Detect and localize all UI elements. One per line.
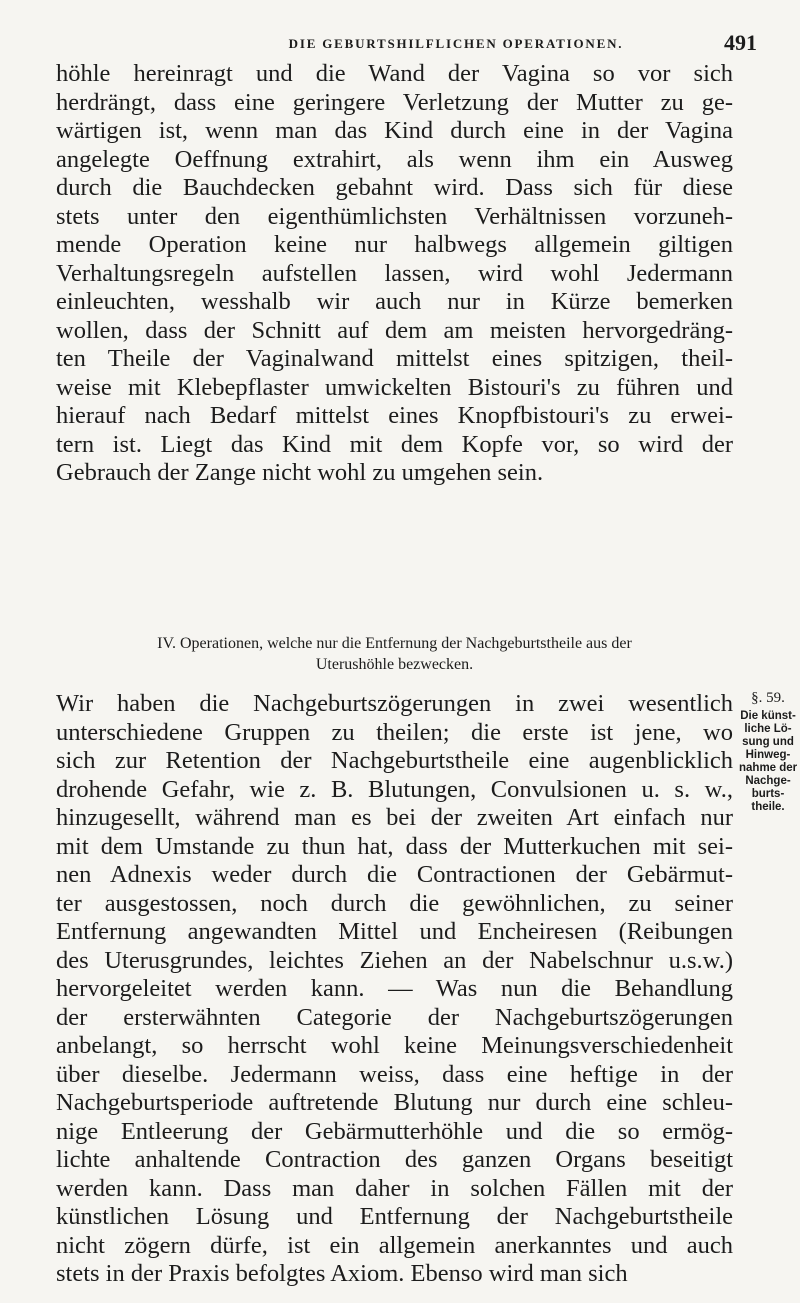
text-line: Entfernung angewandten Mittel und Encheiresen (Reibungen	[56, 918, 733, 945]
text-line: der ersterwähnten Categorie der Nachgeburtszögerungen	[56, 1003, 733, 1031]
text-line: weise mit Klebepflaster umwickelten Bistouri's zu führen und	[56, 373, 733, 401]
text-line: wärtigen ist, wenn man das Kind durch eine in der Vagina	[56, 117, 733, 144]
text-line: des Uterusgrundes, leichtes Ziehen an der Nabelschnur u.s.w.)	[56, 946, 733, 974]
text-line: stets in der Praxis befolgtes Axiom. Ebenso wird man sich	[56, 1260, 628, 1287]
heading-line: IV. Operationen, welche nur die Entfernung der Nachgeburtstheile aus der	[157, 635, 632, 652]
running-head: DIE GEBURTSHILFLICHEN OPERATIONEN.	[288, 36, 624, 51]
section-heading	[56, 633, 733, 675]
margin-note-line: theile.	[751, 801, 785, 813]
text-line: hierauf nach Bedarf mittelst eines Knopfbistouri's zu erwei-	[56, 402, 733, 429]
text-line: Gebrauch der Zange nicht wohl zu umgehen sein.	[56, 459, 544, 486]
margin-note-line: burts-	[751, 788, 785, 800]
heading-line: Uterushöhle bezwecken.	[315, 656, 474, 673]
text-line: nen Adnexis weder durch die Contractionen der Gebärmut-	[56, 861, 733, 888]
text-line: tern ist. Liegt das Kind mit dem Kopfe vor, so wird der	[56, 430, 733, 458]
text-line: Nachgeburtsperiode auftretende Blutung nur durch eine schleu-	[56, 1089, 733, 1116]
text-line: einleuchten, wesshalb wir auch nur in Kürze bemerken	[56, 288, 733, 315]
text-line: Verhaltungsregeln aufstellen lassen, wird wohl Jedermann	[56, 259, 733, 287]
text-line: höhle hereinragt und die Wand der Vagina so vor sich	[56, 60, 733, 87]
text-line: Wir haben die Nachgeburtszögerungen in zwei wesentlich	[56, 690, 733, 717]
text-line: drohende Gefahr, wie z. B. Blutungen, Convulsionen u. s. w.,	[56, 775, 733, 803]
text-line: künstlichen Lösung und Entfernung der Nachgeburtstheile	[56, 1203, 733, 1230]
text-line: lichte anhaltende Contraction des ganzen Organs beseitigt	[56, 1146, 733, 1173]
text-line: hervorgeleitet werden kann. — Was nun die Behandlung	[56, 975, 733, 1002]
margin-note-line: nahme der	[739, 762, 798, 774]
margin-note-line: sung und	[742, 736, 794, 748]
margin-note-line: Hinweg-	[745, 749, 791, 761]
margin-section-number: §. 59.	[751, 690, 785, 706]
text-line: nige Entleerung der Gebärmutterhöhle und die so ermög-	[56, 1117, 733, 1145]
text-line: sich zur Retention der Nachgeburtstheile eine augenblicklich	[56, 747, 733, 774]
text-line: ten Theile der Vaginalwand mittelst eines spitzigen, theil-	[56, 345, 733, 372]
text-line: anbelangt, so herrscht wohl keine Meinungsverschiedenheit	[56, 1032, 733, 1059]
text-line: mende Operation keine nur halbwegs allgemein giltigen	[56, 231, 733, 258]
text-line: werden kann. Dass man daher in solchen Fällen mit der	[56, 1174, 733, 1202]
text-line: angelegte Oeffnung extrahirt, als wenn ihm ein Ausweg	[56, 145, 733, 173]
paragraph-1	[56, 60, 733, 488]
paragraph-2	[56, 690, 733, 1289]
margin-note-line: Die künst-	[740, 710, 796, 722]
text-line: über dieselbe. Jedermann weiss, dass eine heftige in der	[56, 1060, 733, 1088]
text-line: hinzugesellt, während man es bei der zweiten Art einfach nur	[56, 804, 733, 831]
text-line: durch die Bauchdecken gebahnt wird. Dass sich für diese	[56, 174, 733, 201]
text-line: unterschiedene Gruppen zu theilen; die erste ist jene, wo	[56, 718, 733, 746]
page-number: 491	[724, 30, 757, 55]
text-line: ter ausgestossen, noch durch die gewöhnlichen, zu seiner	[56, 889, 733, 917]
margin-note-line: liche Lö-	[744, 723, 792, 735]
margin-note	[739, 692, 797, 814]
text-line: stets unter den eigenthümlichsten Verhältnissen vorzuneh-	[56, 202, 733, 230]
text-line: herdrängt, dass eine geringere Verletzung der Mutter zu ge-	[56, 88, 733, 116]
margin-note-line: Nachge-	[745, 775, 791, 787]
text-line: wollen, dass der Schnitt auf dem am meisten hervorgedräng-	[56, 316, 733, 344]
text-line: nicht zögern dürfe, ist ein allgemein anerkanntes und auch	[56, 1231, 733, 1259]
text-line: mit dem Umstande zu thun hat, dass der Mutterkuchen mit sei-	[56, 832, 733, 860]
